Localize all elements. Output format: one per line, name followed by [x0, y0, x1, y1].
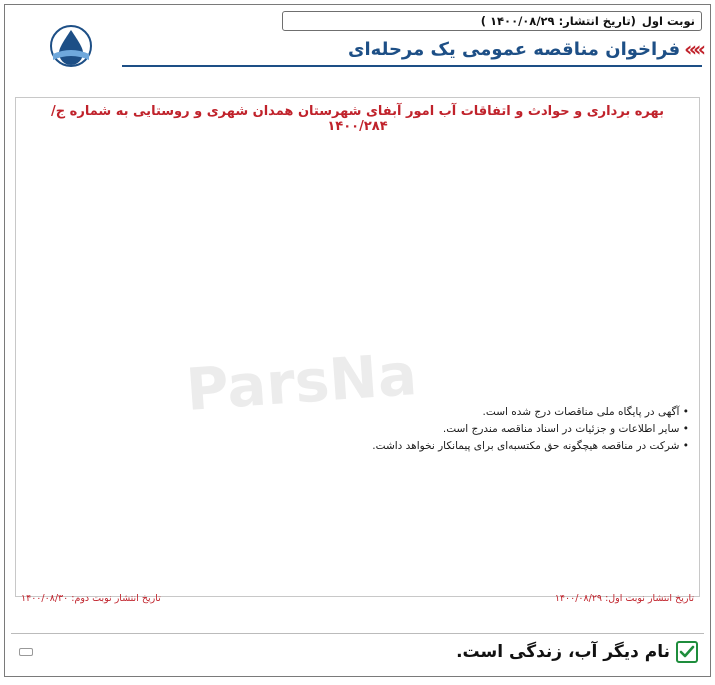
list-item: • سایر اطلاعات و جزئیات در اسناد مناقصه مندرج است.: [442, 423, 689, 435]
check-mark-icon: [676, 641, 698, 663]
notice-header: [5, 5, 710, 89]
second-publication-date-note: تاریخ انتشار نوبت دوم: ۱۴۰۰/۰۸/۳۰: [21, 592, 161, 604]
list-item: • شرکت در مناقصه هیچگونه حق مکتسبه‌ای برای پیمانکار نخواهد داشت.: [372, 440, 689, 452]
notice-body: [15, 97, 700, 597]
publication-dates-row: [15, 589, 700, 607]
company-logo: [11, 11, 131, 83]
title-underline: [122, 65, 702, 67]
title-chevron-icon: »»: [684, 37, 702, 61]
title-bar: [122, 36, 702, 62]
first-publication-box: [282, 11, 702, 31]
list-item: • آگهی در پایگاه ملی مناقصات درج شده است.: [482, 406, 689, 418]
notice-title: فراخوان مناقصه عمومی یک مرحله‌ای: [348, 38, 681, 60]
watermark: ParsNa: [183, 340, 419, 424]
first-publication-date-note: تاریخ انتشار نوبت اول: ۱۴۰۰/۰۸/۲۹: [554, 592, 694, 604]
first-publication-label: نوبت اول: [641, 14, 695, 28]
pr-office-badge: [19, 648, 33, 656]
bullet-list: [26, 404, 689, 455]
notice-footer: [11, 633, 704, 670]
water-drop-logo-icon: [43, 24, 99, 68]
notice-subject: بهره برداری و حوادث و اتفاقات آب امور آبفای شهرستان همدان شهری و روستایی به شماره ج/۱۴۰۰/۲۸۴: [51, 104, 664, 134]
first-publication-date: (تاریخ انتشار: ۱۴۰۰/۰۸/۲۹ ): [480, 14, 636, 28]
tender-notice-page: [4, 4, 711, 677]
slogan-text: نام دیگر آب، زندگی است.: [456, 642, 670, 662]
slogan-group: [456, 641, 698, 663]
